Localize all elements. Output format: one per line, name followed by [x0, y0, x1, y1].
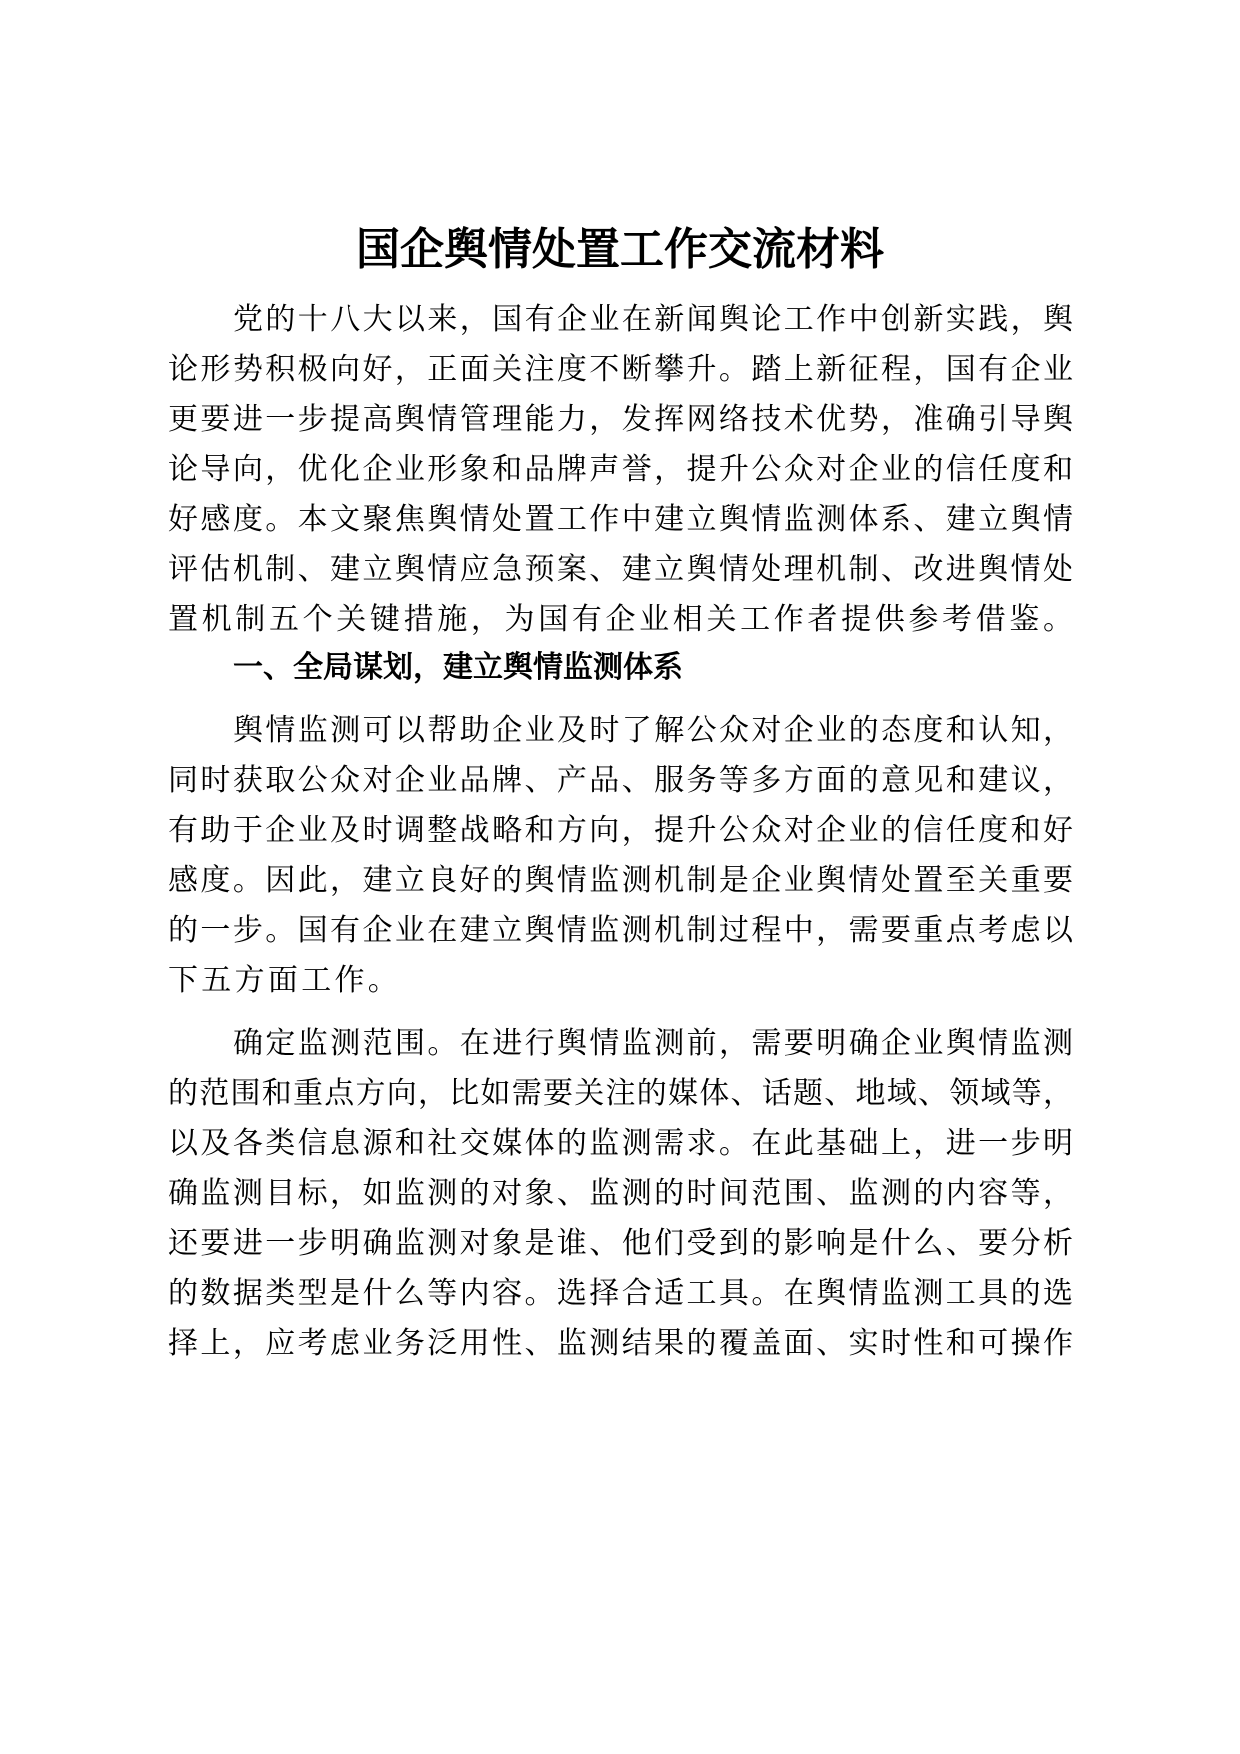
intro-line: 更要进一步提高舆情管理能力，发挥网络技术优势，准确引导舆 — [168, 402, 1073, 437]
paragraph-line: 的一步。国有企业在建立舆情监测机制过程中，需要重点考虑以 — [168, 913, 1073, 948]
paragraph-line: 确定监测范围。在进行舆情监测前，需要明确企业舆情监测 — [233, 1026, 1073, 1061]
intro-line: 论导向，优化企业形象和品牌声誉，提升公众对企业的信任度和 — [168, 452, 1073, 487]
paragraph-line: 以及各类信息源和社交媒体的监测需求。在此基础上，进一步明 — [168, 1126, 1073, 1161]
paragraph-line: 的数据类型是什么等内容。选择合适工具。在舆情监测工具的选 — [168, 1276, 1073, 1311]
paragraph-line: 有助于企业及时调整战略和方向，提升公众对企业的信任度和好 — [168, 813, 1073, 848]
paragraph-line: 同时获取公众对企业品牌、产品、服务等多方面的意见和建议， — [168, 763, 1073, 798]
paragraph-line: 确监测目标，如监测的对象、监测的时间范围、监测的内容等， — [168, 1176, 1073, 1211]
section-heading: 一、全局谋划，建立舆情监测体系 — [233, 650, 683, 685]
paragraph-line: 下五方面工作。 — [168, 963, 402, 998]
paragraph-line: 还要进一步明确监测对象是谁、他们受到的影响是什么、要分析 — [168, 1226, 1073, 1261]
intro-line: 论形势积极向好，正面关注度不断攀升。踏上新征程，国有企业 — [168, 352, 1073, 387]
document-title: 国企舆情处置工作交流材料 — [356, 224, 884, 275]
intro-line: 党的十八大以来，国有企业在新闻舆论工作中创新实践，舆 — [233, 302, 1073, 337]
paragraph-line: 感度。因此，建立良好的舆情监测机制是企业舆情处置至关重要 — [168, 863, 1073, 898]
intro-line: 好感度。本文聚焦舆情处置工作中建立舆情监测体系、建立舆情 — [168, 502, 1073, 537]
paragraph-line: 的范围和重点方向，比如需要关注的媒体、话题、地域、领域等， — [168, 1076, 1073, 1111]
paragraph-line: 择上，应考虑业务泛用性、监测结果的覆盖面、实时性和可操作 — [168, 1326, 1073, 1361]
intro-line: 评估机制、建立舆情应急预案、建立舆情处理机制、改进舆情处 — [168, 552, 1073, 587]
intro-line: 置机制五个关键措施，为国有企业相关工作者提供参考借鉴。 — [168, 602, 1073, 637]
paragraph-line: 舆情监测可以帮助企业及时了解公众对企业的态度和认知， — [233, 713, 1073, 748]
